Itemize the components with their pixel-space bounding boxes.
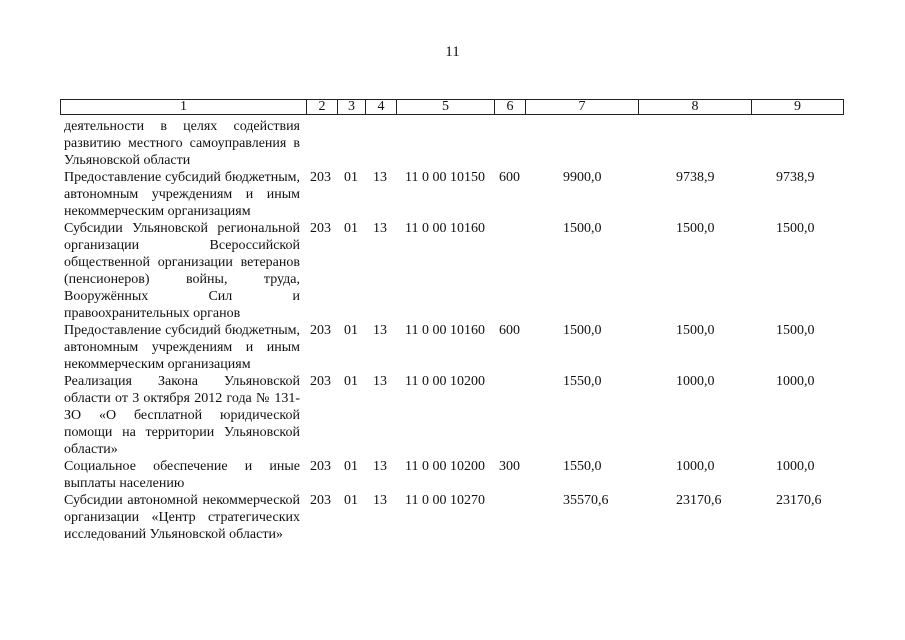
cell-amount-7: 1550,0	[563, 374, 602, 389]
cell-subsection: 13	[373, 323, 387, 338]
cell-section: 01	[344, 374, 358, 389]
cell-amount-8: 1000,0	[676, 459, 715, 474]
cell-amount-9: 1000,0	[776, 374, 815, 389]
cell-target-article: 11 0 00 10160	[405, 221, 485, 236]
column-header-1: 1	[61, 100, 307, 114]
cell-amount-8: 9738,9	[676, 170, 715, 185]
row-description: Субсидии Ульяновской региональной организации Всероссийской общественной организации ветеранов (пенсионеров) войны, труда, Вооружённых Сил и правоохранительных органов	[64, 221, 300, 321]
cell-admin-code: 203	[310, 459, 331, 474]
cell-subsection: 13	[373, 493, 387, 508]
cell-amount-7: 9900,0	[563, 170, 602, 185]
table-row-continuation	[60, 118, 850, 169]
column-header-3: 3	[338, 100, 366, 114]
cell-subsection: 13	[373, 374, 387, 389]
cell-section: 01	[344, 221, 358, 236]
cell-amount-9: 1500,0	[776, 221, 815, 236]
column-header-2: 2	[307, 100, 338, 114]
table-row	[60, 373, 850, 458]
row-description: Предоставление субсидий бюджетным, автономным учреждениям и иным некоммерческим организациям	[64, 170, 300, 219]
column-header-8: 8	[639, 100, 752, 114]
column-header-7: 7	[526, 100, 639, 114]
cell-section: 01	[344, 459, 358, 474]
cell-section: 01	[344, 493, 358, 508]
column-header-6: 6	[495, 100, 526, 114]
cell-target-article: 11 0 00 10160	[405, 323, 485, 338]
cell-amount-9: 9738,9	[776, 170, 815, 185]
cell-admin-code: 203	[310, 170, 331, 185]
cell-admin-code: 203	[310, 323, 331, 338]
cell-amount-8: 23170,6	[676, 493, 722, 508]
cell-admin-code: 203	[310, 374, 331, 389]
cell-amount-8: 1500,0	[676, 221, 715, 236]
cell-amount-8: 1000,0	[676, 374, 715, 389]
column-header-4: 4	[366, 100, 397, 114]
row-description: Субсидии автономной некоммерческой организации «Центр стратегических исследований Ульяновской области»	[64, 493, 300, 542]
cell-amount-7: 1500,0	[563, 221, 602, 236]
cell-amount-7: 1500,0	[563, 323, 602, 338]
cell-subsection: 13	[373, 459, 387, 474]
cell-amount-7: 1550,0	[563, 459, 602, 474]
cell-amount-9: 23170,6	[776, 493, 822, 508]
cell-target-article: 11 0 00 10200	[405, 459, 485, 474]
table-row	[60, 220, 850, 322]
table-row	[60, 458, 850, 492]
table-body	[60, 118, 850, 543]
table-row	[60, 322, 850, 373]
cell-admin-code: 203	[310, 221, 331, 236]
cell-expense-type: 600	[499, 323, 520, 338]
cell-target-article: 11 0 00 10270	[405, 493, 485, 508]
cell-section: 01	[344, 323, 358, 338]
cell-amount-8: 1500,0	[676, 323, 715, 338]
row-description: Социальное обеспечение и иные выплаты населению	[64, 459, 300, 491]
cell-target-article: 11 0 00 10200	[405, 374, 485, 389]
page-number: 11	[445, 44, 460, 60]
row-description: Предоставление субсидий бюджетным, автономным учреждениям и иным некоммерческим организациям	[64, 323, 300, 372]
cell-subsection: 13	[373, 221, 387, 236]
cell-amount-9: 1000,0	[776, 459, 815, 474]
cell-amount-9: 1500,0	[776, 323, 815, 338]
cell-subsection: 13	[373, 170, 387, 185]
cell-section: 01	[344, 170, 358, 185]
row-description: Реализация Закона Ульяновской области от 3 октября 2012 года № 131-ЗО «О бесплатной юридической помощи на территории Ульяновской области»	[64, 374, 300, 457]
cell-admin-code: 203	[310, 493, 331, 508]
cell-amount-7: 35570,6	[563, 493, 609, 508]
table-row	[60, 492, 850, 543]
cell-expense-type: 300	[499, 459, 520, 474]
cell-target-article: 11 0 00 10150	[405, 170, 485, 185]
cell-expense-type: 600	[499, 170, 520, 185]
column-header-5: 5	[397, 100, 495, 114]
table-row	[60, 169, 850, 220]
table-header-row	[60, 99, 844, 115]
row-description: деятельности в целях содействия развитию местного самоуправления в Ульяновской области	[64, 119, 300, 168]
column-header-9: 9	[794, 99, 801, 114]
